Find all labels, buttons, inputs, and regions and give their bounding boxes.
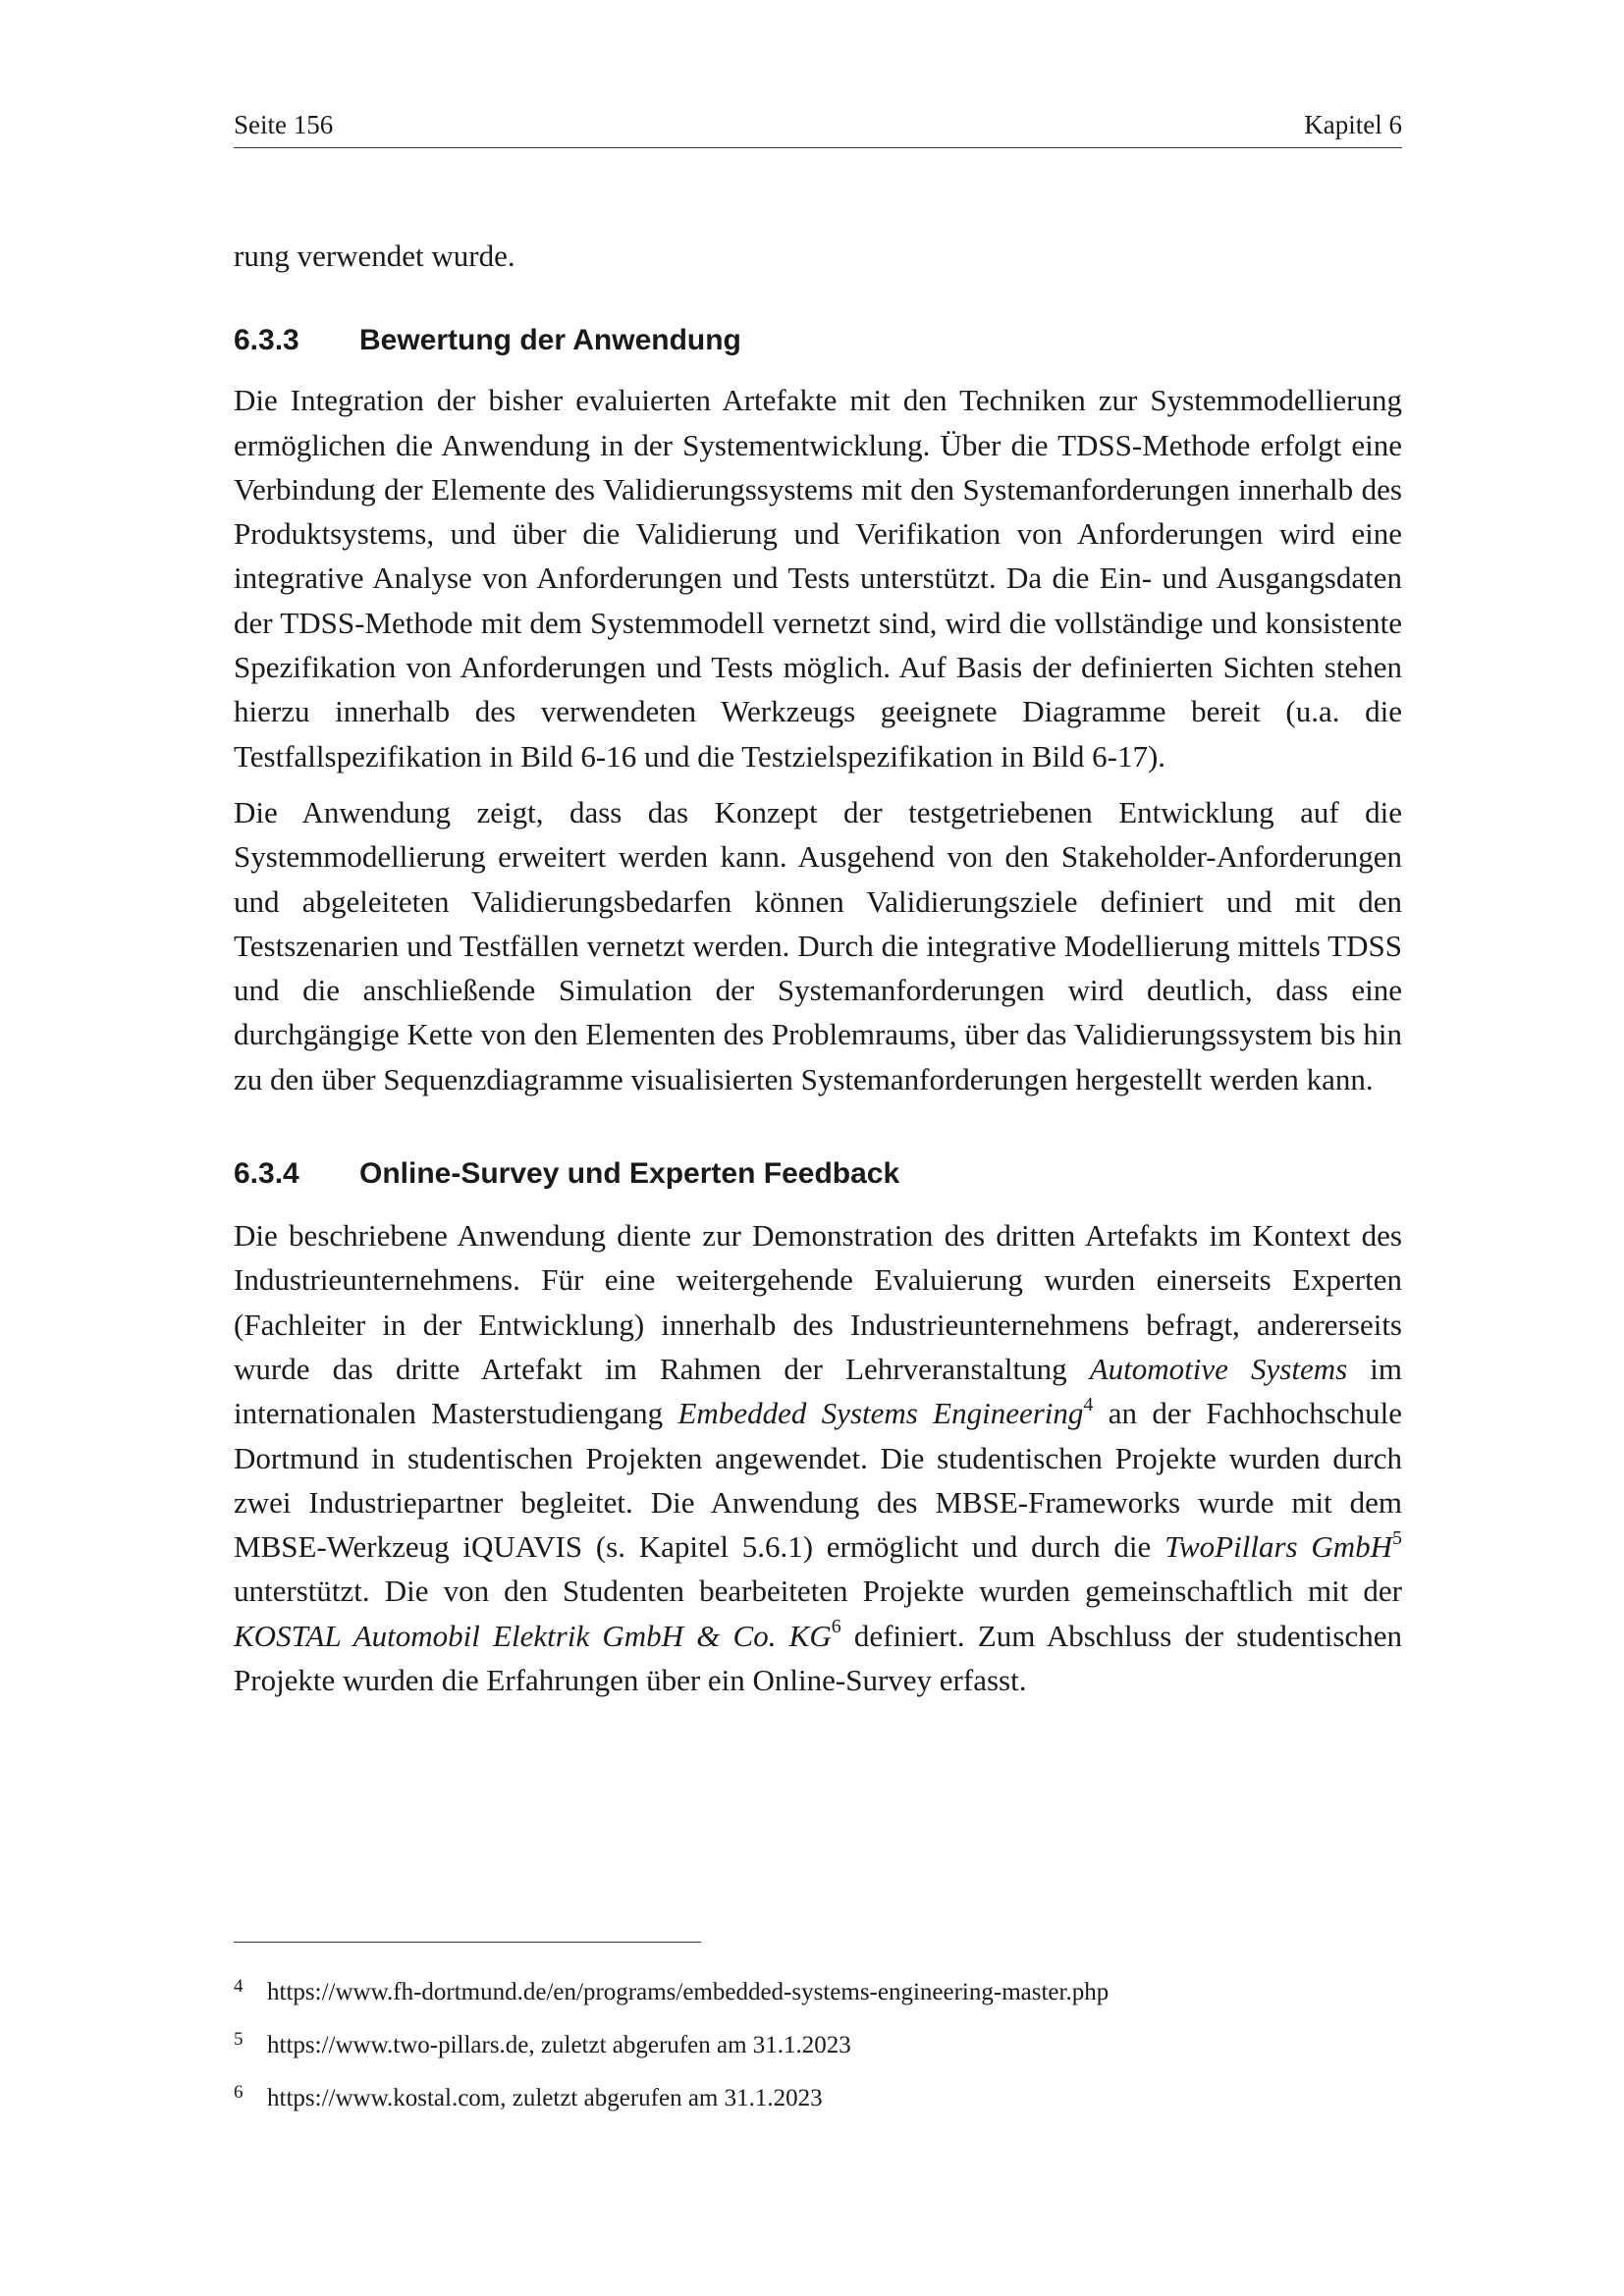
text-run: an der Fachhochschule Dortmund in studentischen Projekten angewendet. Die studentischen Projekte wurden durch zwei Industriepartner begleitet. Die Anwendung des MBSE-Frameworks wurde mit dem MBSE-Werkzeug iQUAVIS (s. Kapitel 5.6.1) ermöglicht und durch die [234,1396,1402,1565]
text-run: im internationalen Masterstudiengang [234,1351,1402,1431]
page-header [234,110,1402,148]
footnote-item [234,1976,1402,2009]
footnote-link[interactable]: https://www.two-pillars.de, zuletzt abgerufen am 31.1.2023 [267,2032,851,2058]
paragraph-634-1 [234,1213,1402,1702]
section-title: Online-Survey und Experten Feedback [359,1157,900,1191]
footnote-item [234,2082,1402,2115]
paragraph-633-2: Die Anwendung zeigt, dass das Konzept der testgetriebenen Entwicklung auf die Systemmodellierung erweitert werden kann. Ausgehend von den Stakeholder-Anforderungen und abgeleiteten Validierungsbedarfen können Validierungsziele definiert und mit den Testszenarien und Testfällen vernetzt werden. Durch die integrative Modellierung mittels TDSS und die anschließende Simulation der Systemanforderungen wird deutlich, dass eine durchgängige Kette von den Elementen des Problemraums, über das Validierungssystem bis hin zu den über Sequenzdiagramme visualisierten Systemanforderungen hergestellt werden kann. [234,794,1402,1096]
footnote-mark: 6 [234,2082,244,2103]
company-name: KOSTAL Automobil Elektrik GmbH & Co. KG [234,1618,832,1653]
paragraph-633-1: Die Integration der bisher evaluierten Artefakte mit den Techniken zur Systemmodellierung ermöglichen die Anwendung in der Systementwicklung. Über die TDSS-Methode erfolgt eine Verbindung der Elemente des Validierungssystems mit den Systemanforderungen innerhalb des Produktsystems, und über die Validierung und Verifikation von Anforderungen wird eine integrative Analyse von Anforderungen und Tests unterstützt. Da die Ein- und Ausgangsdaten der TDSS-Methode mit dem Systemmodell vernetzt sind, wird die vollständige und konsistente Spezifikation von Anforderungen und Tests möglich. Auf Basis der definierten Sichten stehen hierzu innerhalb des verwendeten Werkzeugs geeignete Diagramme bereit (u.a. die Testfallspezifikation in Bild 6-16 und die Testzielspezifikation in Bild 6-17). [234,383,1402,774]
footnote-divider [234,1942,701,1943]
footnotes [234,1976,1402,2135]
footnote-mark: 5 [234,2029,244,2050]
text-run: definiert. Zum Abschluss der studentischen Projekte wurden die Erfahrungen über ein Online-Survey erfasst. [234,1618,1402,1698]
course-name: Automotive Systems [1089,1351,1348,1386]
section-title: Bewertung der Anwendung [359,324,741,357]
section-number: 6.3.4 [234,1157,299,1191]
program-name: Embedded Systems Engineering [677,1396,1084,1431]
text-run: unterstützt. Die von den Studenten bearbeiteten Projekte wurden gemeinschaftlich mit der [234,1574,1402,1609]
company-name: TwoPillars GmbH [1164,1529,1392,1565]
footnote-link[interactable]: https://www.fh-dortmund.de/en/programs/embedded-systems-engineering-master.php [267,1979,1110,2005]
chapter-label: Kapitel 6 [1304,110,1402,139]
section-heading-633 [234,321,1402,360]
footnote-ref-5[interactable]: 5 [1392,1526,1402,1549]
footnote-ref-6[interactable]: 6 [831,1616,841,1638]
footnote-ref-4[interactable]: 4 [1083,1393,1094,1415]
intro-fragment: rung verwendet wurde. [234,239,515,273]
text-run: Die beschriebene Anwendung diente zur Demonstration des dritten Artefakts im Kontext des Industrieunternehmens. Für eine weitergehende Evaluierung wurden einerseits Experten (Fachleiter in der Entwicklung) innerhalb des Industrieunternehmens befragt, andererseits wurde das dritte Artefakt im Rahmen der Lehrveranstaltung [234,1218,1402,1386]
footnote-mark: 4 [234,1976,244,1997]
section-heading-634 [234,1154,1402,1194]
footnote-item [234,2029,1402,2062]
section-number: 6.3.3 [234,324,299,357]
footnote-link[interactable]: https://www.kostal.com, zuletzt abgerufen am 31.1.2023 [267,2085,823,2111]
page-number: Seite 156 [234,110,334,139]
main-content [234,234,1402,1702]
